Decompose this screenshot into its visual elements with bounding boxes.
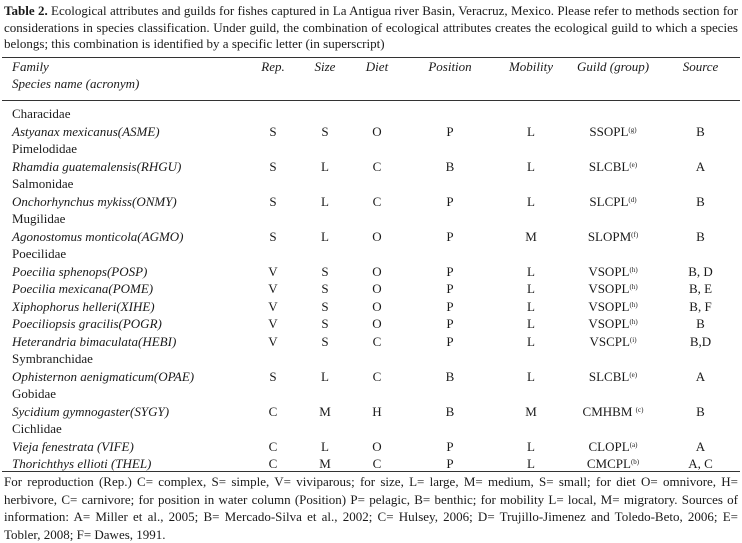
size-cell: L [321,158,329,174]
col-header-position: Position [428,59,472,74]
family-row [2,210,740,228]
size-cell: S [321,316,329,332]
table-caption [4,3,738,53]
species-name: Vieja fenestrata (VIFE) [12,438,134,454]
family-row [2,105,740,123]
family-row [2,420,740,438]
size-cell: S [321,333,329,349]
diet-cell: O [372,316,382,332]
guild-group-letter: (e) [629,160,638,169]
source-cell: B [696,193,705,209]
family-name: Cichlidae [12,421,62,437]
size-cell: L [321,193,329,209]
col-header-rep: Rep. [261,59,285,74]
species-name: Agonostomus monticola(AGMO) [12,228,184,244]
guild-group-letter: (b) [630,458,640,467]
caption-text: Ecological attributes and guilds for fishes captured in La Antigua river Basin, Veracruz, Mexico. Please refer to methods section for considerations in species classification. Under guild, the combination of ecological attributes creates the ecological guild to which a species belongs; this combination is identified by a specific letter (in superscript) [4,3,739,51]
guild-cell [565,368,661,386]
source-cell: B, D [688,263,713,279]
species-row [2,315,740,333]
caption-label: Table 2. [4,3,48,18]
species-name: Poecilia sphenops(POSP) [12,263,148,279]
mobility-cell: L [527,281,535,297]
species-row [2,368,740,386]
guild-cell [565,263,661,281]
rep-cell: C [268,438,278,454]
position-cell: P [446,333,454,349]
col-header-source: Source [682,59,719,74]
guild-cell [565,123,661,141]
rep-cell: C [268,403,278,419]
size-cell: S [321,263,329,279]
family-name: Characidae [12,106,71,122]
family-name: Gobidae [12,386,57,402]
col-header-mobility: Mobility [508,59,554,74]
guild-group-letter: (h) [629,318,638,327]
mobility-cell: M [525,403,537,419]
rep-cell: V [268,316,278,332]
diet-cell: O [372,281,382,297]
size-cell: S [321,123,329,139]
size-cell: M [319,403,331,419]
guild-cell [565,193,661,211]
species-name: Thorichthys ellioti (THEL) [12,456,152,472]
header-row [2,58,740,75]
family-row [2,140,740,158]
guild-cell [565,333,661,351]
guild-code: CMCPL [586,456,631,472]
guild-group-letter: (e) [629,370,638,379]
position-cell: B [445,403,455,419]
species-row [2,403,740,421]
species-row [2,158,740,176]
guild-code: VSCPL [589,333,630,349]
diet-cell: O [372,298,382,314]
species-row [2,280,740,298]
species-row [2,263,740,281]
species-name: Poecilia mexicana(POME) [12,281,154,297]
diet-cell: C [372,456,382,472]
guild-cell [565,228,661,246]
rep-cell: S [269,158,277,174]
ecology-table [2,58,740,473]
guild-group-letter: (h) [629,283,638,292]
species-row [2,228,740,246]
diet-cell: C [372,333,382,349]
guild-code: SLCBL [588,368,630,384]
mobility-cell: L [527,123,535,139]
guild-code: SLCPL [589,193,629,209]
diet-cell: C [372,193,382,209]
guild-group-letter: (g) [628,125,637,134]
size-cell: S [321,298,329,314]
family-name: Salmonidae [12,176,74,192]
species-row [2,298,740,316]
guild-code: CLOPL [588,438,630,454]
species-name: Sycidium gymnogaster(SYGY) [12,403,170,419]
species-name: Xiphophorus helleri(XIHE) [12,298,155,314]
rep-cell: V [268,298,278,314]
species-name: Rhamdia guatemalensis(RHGU) [12,158,182,174]
diet-cell: C [372,158,382,174]
species-row [2,193,740,211]
species-name: Heterandria bimaculata(HEBI) [12,333,177,349]
rep-cell: S [269,368,277,384]
source-cell: B [696,403,705,419]
species-name: Poeciliopsis gracilis(POGR) [12,316,162,332]
source-cell: B,D [689,333,712,349]
family-row [2,175,740,193]
family-name: Symbranchidae [12,351,93,367]
mobility-cell: L [527,368,535,384]
species-name: Ophisternon aenigmaticum(OPAE) [12,368,195,384]
position-cell: P [446,228,454,244]
position-cell: P [446,316,454,332]
guild-code: VSOPL [588,298,630,314]
col-header-family: Family [12,59,49,74]
guild-group-letter: (d) [628,195,637,204]
family-row [2,245,740,263]
guild-code: SLOPM [587,228,632,244]
guild-cell [565,315,661,333]
rep-cell: V [268,281,278,297]
rep-cell: S [269,193,277,209]
rep-cell: V [268,333,278,349]
guild-group-letter: (a) [629,440,638,449]
source-cell: B, E [688,281,713,297]
family-row [2,350,740,368]
diet-cell: O [372,263,382,279]
source-cell: A [695,158,706,174]
size-cell: S [321,281,329,297]
mobility-cell: L [527,438,535,454]
guild-code: VSOPL [588,263,630,279]
source-cell: B [696,228,705,244]
species-name: Astyanax mexicanus(ASME) [12,123,160,139]
mobility-cell: M [525,228,537,244]
source-cell: B [696,316,705,332]
diet-cell: C [372,368,382,384]
species-row [2,333,740,351]
source-cell: B, F [689,298,712,314]
family-name: Mugilidae [12,211,66,227]
guild-code: VSOPL [588,281,630,297]
guild-group-letter: (h) [629,265,638,274]
mobility-cell: L [527,158,535,174]
mobility-cell: L [527,298,535,314]
guild-cell [565,438,661,456]
species-name: Onchorhynchus mykiss(ONMY) [12,193,177,209]
guild-cell [565,403,661,421]
family-name: Poecilidae [12,246,67,262]
bottom-rule [2,471,740,472]
position-cell: P [446,281,454,297]
species-row [2,123,740,141]
guild-group-letter: (h) [629,300,638,309]
position-cell: P [446,298,454,314]
rep-cell: S [269,228,277,244]
mobility-cell: L [527,333,535,349]
col-header-size: Size [314,59,336,74]
position-cell: P [446,456,454,472]
guild-code: SSOPL [589,123,629,139]
col-header-guild: Guild (group) [576,59,650,74]
guild-cell [565,158,661,176]
source-cell: A [695,438,706,454]
guild-code: VSOPL [588,316,630,332]
size-cell: L [321,228,329,244]
species-row [2,438,740,456]
guild-group-letter: (f) [631,230,639,239]
position-cell: P [446,123,454,139]
source-cell: B [696,123,705,139]
guild-code: CMHBM [582,403,636,419]
position-cell: P [446,438,454,454]
size-cell: L [321,368,329,384]
size-cell: L [321,438,329,454]
mobility-cell: L [527,193,535,209]
position-cell: B [445,368,455,384]
guild-code: SLCBL [588,158,630,174]
col-header-diet: Diet [365,59,389,74]
position-cell: P [446,193,454,209]
family-row [2,385,740,403]
guild-group-letter: (i) [629,335,637,344]
guild-cell [565,298,661,316]
size-cell: M [319,456,331,472]
rep-cell: V [268,263,278,279]
rep-cell: C [268,456,278,472]
rep-cell: S [269,123,277,139]
mobility-cell: L [527,316,535,332]
diet-cell: O [372,123,382,139]
family-name: Pimelodidae [12,141,77,157]
mobility-cell: L [527,263,535,279]
diet-cell: H [372,403,382,419]
diet-cell: O [372,438,382,454]
mobility-cell: L [527,456,535,472]
table-body [2,105,740,473]
source-cell: A [695,368,706,384]
guild-group-letter: (c) [635,405,644,414]
table-footnote: For reproduction (Rep.) C= complex, S= simple, V= viviparous; for size, L= large, M= medium, S= small; for diet O= omnivore, H= herbivore, C= carnivore; for position in water column (Position) P= pelagic, B= benthic; for mobility L= local, M= migratory. Sources of information: A= Miller et al., 2005; B= Mercado-Silva et al., 2002; C= Hulsey, 2006; D= Trujillo-Jimenez and Toledo-Beto, 2006; E= Tobler, 2008; F= Dawes, 1991. [4,474,738,542]
position-cell: B [445,158,455,174]
species-row [2,455,740,473]
guild-cell [565,280,661,298]
position-cell: P [446,263,454,279]
diet-cell: O [372,228,382,244]
col-header-species: Species name (acronym) [12,76,140,91]
source-cell: A, C [688,456,713,472]
guild-cell [565,455,661,473]
